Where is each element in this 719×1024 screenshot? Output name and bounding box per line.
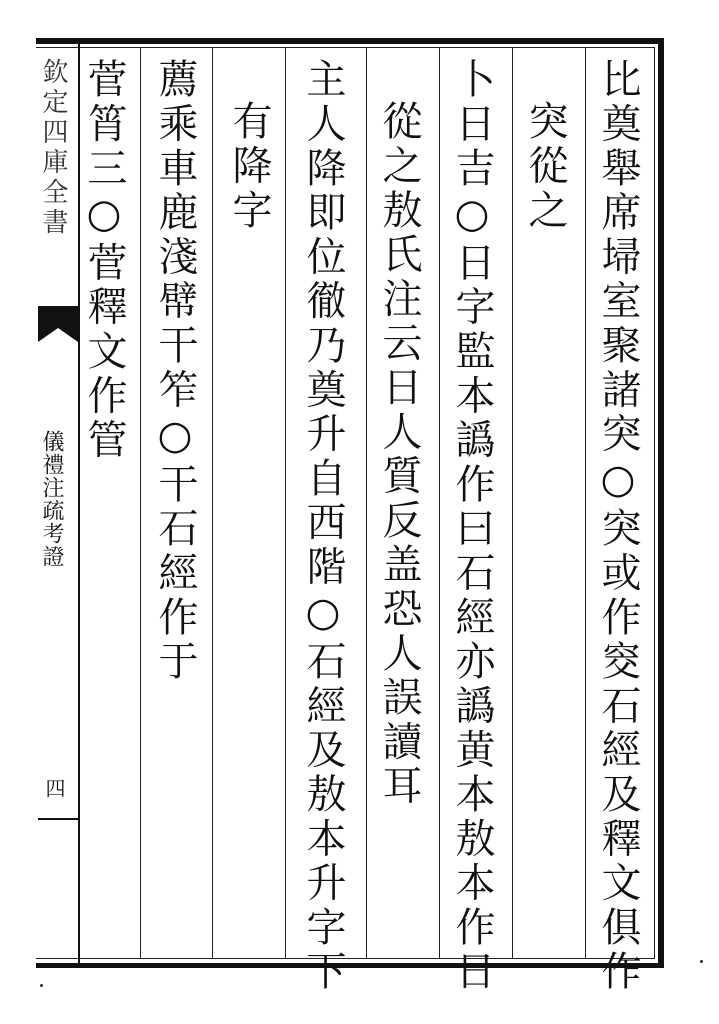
column-divider [366,47,367,959]
column-divider [439,47,440,959]
margin-collection-title: 欽定四庫全書 [38,58,68,238]
margin-book-title: 儀禮注疏考證 [39,430,64,568]
text-column-6: 有降字 [226,100,272,233]
text-column-7: 薦乘車鹿淺幦干笮○干石經作于 [152,58,198,685]
column-divider [285,47,286,959]
column-divider [140,47,141,959]
text-column-3: 卜日吉○日字監本譌作曰石經亦譌黄本敖本作日 [449,58,495,995]
margin-rule [38,818,78,820]
text-column-4: 從之敖氏注云日人質反盖恐人誤讀耳 [376,100,422,809]
text-column-2: 突從之 [522,100,568,233]
margin-page-number: 四 [42,778,66,802]
scan-speck [700,960,703,963]
column-divider [512,47,513,959]
text-column-8: 菅筲三○菅釋文作管 [81,58,127,463]
column-divider [212,47,213,959]
text-column-5: 主人降即位徹乃奠升自西階○石經及敖本升字下 [300,58,346,995]
fish-tail-mark-icon [38,306,78,342]
text-column-1: 比奠舉席埽室聚諸突○突或作窔石經及釋文俱作 [595,58,641,995]
scan-speck [40,984,43,987]
column-divider [585,47,586,959]
